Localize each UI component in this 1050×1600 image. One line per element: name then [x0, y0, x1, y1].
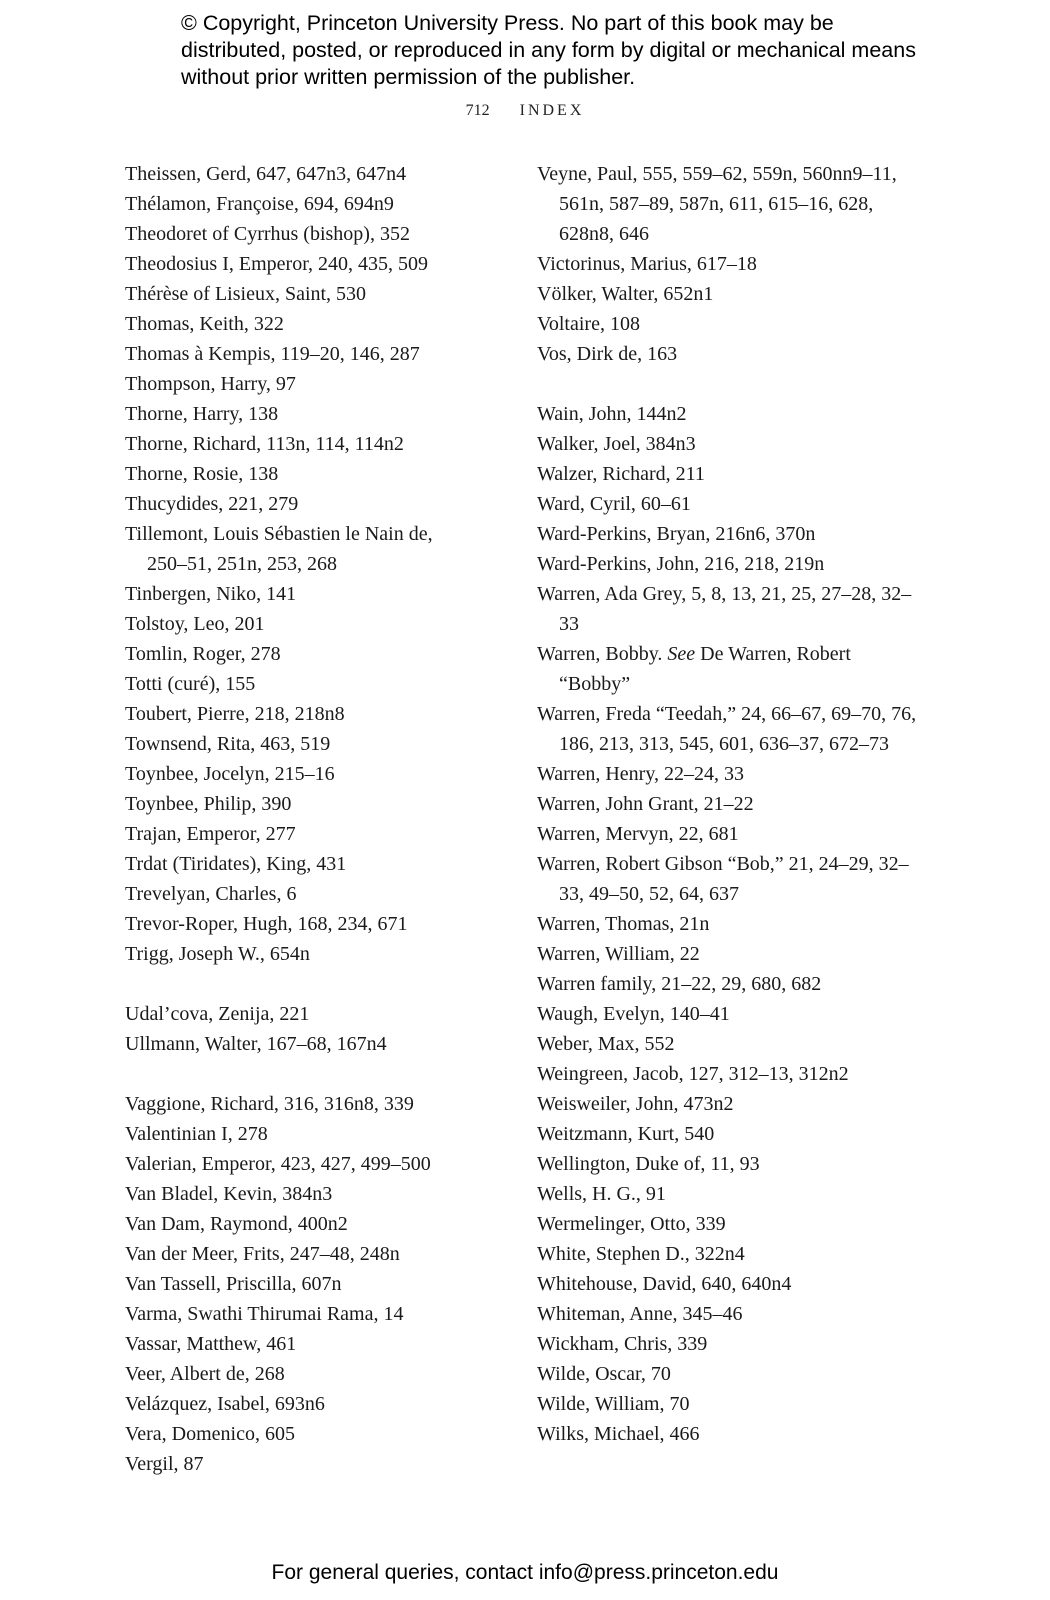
letter-group-gap — [125, 1059, 470, 1089]
index-entry: Wickham, Chris, 339 — [537, 1333, 708, 1355]
index-entry: Tillemont, Louis Sébastien le Nain de, 250–51, 251n, 253, 268 — [125, 523, 433, 575]
index-entry: Toynbee, Philip, 390 — [125, 793, 292, 815]
index-entry: Van der Meer, Frits, 247–48, 248n — [125, 1243, 400, 1265]
index-entry: Van Bladel, Kevin, 384n3 — [125, 1183, 333, 1205]
see-reference: See — [667, 643, 696, 665]
index-entry: Theodosius I, Emperor, 240, 435, 509 — [125, 253, 429, 275]
index-entry: Veer, Albert de, 268 — [125, 1363, 285, 1385]
index-entry: Wellington, Duke of, 11, 93 — [537, 1153, 760, 1175]
index-entry: Varma, Swathi Thirumai Rama, 14 — [125, 1303, 404, 1325]
index-entry: Theodoret of Cyrrhus (bishop), 352 — [125, 223, 410, 245]
index-entry: Toynbee, Jocelyn, 215–16 — [125, 763, 335, 785]
index-entry: Tolstoy, Leo, 201 — [125, 613, 265, 635]
index-entry: Warren, Henry, 22–24, 33 — [537, 763, 745, 785]
index-entry: Vassar, Matthew, 461 — [125, 1333, 297, 1355]
index-entry: Wilde, William, 70 — [537, 1393, 690, 1415]
index-entry: Veyne, Paul, 555, 559–62, 559n, 560nn9–11, 561n, 587–89, 587n, 611, 615–16, 628, 628n8, 646 — [537, 163, 897, 245]
index-entry: Thorne, Richard, 113n, 114, 114n2 — [125, 433, 404, 455]
index-entry: Vaggione, Richard, 316, 316n8, 339 — [125, 1093, 414, 1115]
index-entry: Weber, Max, 552 — [537, 1033, 675, 1055]
index-entry: Ward, Cyril, 60–61 — [537, 493, 691, 515]
index-entry: Trevelyan, Charles, 6 — [125, 883, 297, 905]
index-entry: Warren, Thomas, 21n — [537, 913, 710, 935]
index-entry: Thucydides, 221, 279 — [125, 493, 299, 515]
index-entry: Warren, John Grant, 21–22 — [537, 793, 754, 815]
index-entry: Weingreen, Jacob, 127, 312–13, 312n2 — [537, 1063, 849, 1085]
index-entry: Weisweiler, John, 473n2 — [537, 1093, 734, 1115]
index-entry: Wells, H. G., 91 — [537, 1183, 666, 1205]
index-entry: Tinbergen, Niko, 141 — [125, 583, 297, 605]
index-entry: Vos, Dirk de, 163 — [537, 343, 678, 365]
index-entry: Ullmann, Walter, 167–68, 167n4 — [125, 1033, 387, 1055]
footer-contact: For general queries, contact info@press.princeton.edu — [271, 1561, 779, 1584]
index-entry: Totti (curé), 155 — [125, 673, 256, 695]
index-entry: Weitzmann, Kurt, 540 — [537, 1123, 715, 1145]
index-entry: Voltaire, 108 — [537, 313, 640, 335]
index-entry: Trigg, Joseph W., 654n — [125, 943, 310, 965]
index-entry: Völker, Walter, 652n1 — [537, 283, 714, 305]
index-entry: Waugh, Evelyn, 140–41 — [537, 1003, 730, 1025]
index-entry: Whitehouse, David, 640, 640n4 — [537, 1273, 792, 1295]
index-entry: Ward-Perkins, Bryan, 216n6, 370n — [537, 523, 816, 545]
index-entry: Valentinian I, 278 — [125, 1123, 268, 1145]
index-entry: Warren, Freda “Teedah,” 24, 66–67, 69–70, 76, 186, 213, 313, 545, 601, 636–37, 672–73 — [537, 703, 917, 755]
index-entry: Trdat (Tiridates), King, 431 — [125, 853, 347, 875]
index-entry: Thomas, Keith, 322 — [125, 313, 284, 335]
index-entry: Victorinus, Marius, 617–18 — [537, 253, 757, 275]
index-entry: Thompson, Harry, 97 — [125, 373, 296, 395]
index-entry: Thorne, Rosie, 138 — [125, 463, 279, 485]
index-entry: Townsend, Rita, 463, 519 — [125, 733, 331, 755]
running-head — [0, 102, 1050, 120]
index-entry: White, Stephen D., 322n4 — [537, 1243, 745, 1265]
index-entry: Vera, Domenico, 605 — [125, 1423, 295, 1445]
index-entry: Udal’cova, Zenija, 221 — [125, 1003, 310, 1025]
index-entry: Walker, Joel, 384n3 — [537, 433, 696, 455]
index-entry: Thomas à Kempis, 119–20, 146, 287 — [125, 343, 420, 365]
index-entry: Wain, John, 144n2 — [537, 403, 687, 425]
index-entry: Whiteman, Anne, 345–46 — [537, 1303, 743, 1325]
index-entry: Warren, Bobby. See De Warren, Robert “Bobby” — [537, 643, 851, 695]
index-entry: Trevor-Roper, Hugh, 168, 234, 671 — [125, 913, 408, 935]
letter-group-gap — [125, 969, 470, 999]
letter-group-gap — [537, 369, 917, 399]
index-entry: Velázquez, Isabel, 693n6 — [125, 1393, 325, 1415]
index-entry: Theissen, Gerd, 647, 647n3, 647n4 — [125, 163, 407, 185]
index-entry: Van Dam, Raymond, 400n2 — [125, 1213, 348, 1235]
index-column-left — [125, 159, 470, 1479]
index-entry: Valerian, Emperor, 423, 427, 499–500 — [125, 1153, 431, 1175]
index-entry: Thérèse of Lisieux, Saint, 530 — [125, 283, 367, 305]
page-number: 712 — [465, 102, 490, 119]
index-entry: Vergil, 87 — [125, 1453, 204, 1475]
index-entry: Wilde, Oscar, 70 — [537, 1363, 671, 1385]
copyright-notice: © Copyright, Princeton University Press. No part of this book may be distributed, posted, or reproduced in any form by digital or mechanical means without prior written permission of the publisher. — [181, 11, 916, 89]
index-entry: Warren, Mervyn, 22, 681 — [537, 823, 739, 845]
index-entry: Warren family, 21–22, 29, 680, 682 — [537, 973, 822, 995]
index-column-right — [537, 159, 917, 1449]
section-title: INDEX — [519, 102, 585, 119]
index-entry: Tomlin, Roger, 278 — [125, 643, 281, 665]
index-entry: Thélamon, Françoise, 694, 694n9 — [125, 193, 394, 215]
index-entry: Toubert, Pierre, 218, 218n8 — [125, 703, 345, 725]
index-entry: Trajan, Emperor, 277 — [125, 823, 296, 845]
index-entry: Warren, Ada Grey, 5, 8, 13, 21, 25, 27–28, 32–33 — [537, 583, 912, 635]
index-entry: Warren, Robert Gibson “Bob,” 21, 24–29, 32–33, 49–50, 52, 64, 637 — [537, 853, 909, 905]
index-entry: Thorne, Harry, 138 — [125, 403, 279, 425]
index-entry: Ward-Perkins, John, 216, 218, 219n — [537, 553, 825, 575]
index-entry: Walzer, Richard, 211 — [537, 463, 705, 485]
index-entry: Wilks, Michael, 466 — [537, 1423, 700, 1445]
index-entry: Warren, William, 22 — [537, 943, 700, 965]
index-entry: Wermelinger, Otto, 339 — [537, 1213, 726, 1235]
index-entry: Van Tassell, Priscilla, 607n — [125, 1273, 342, 1295]
